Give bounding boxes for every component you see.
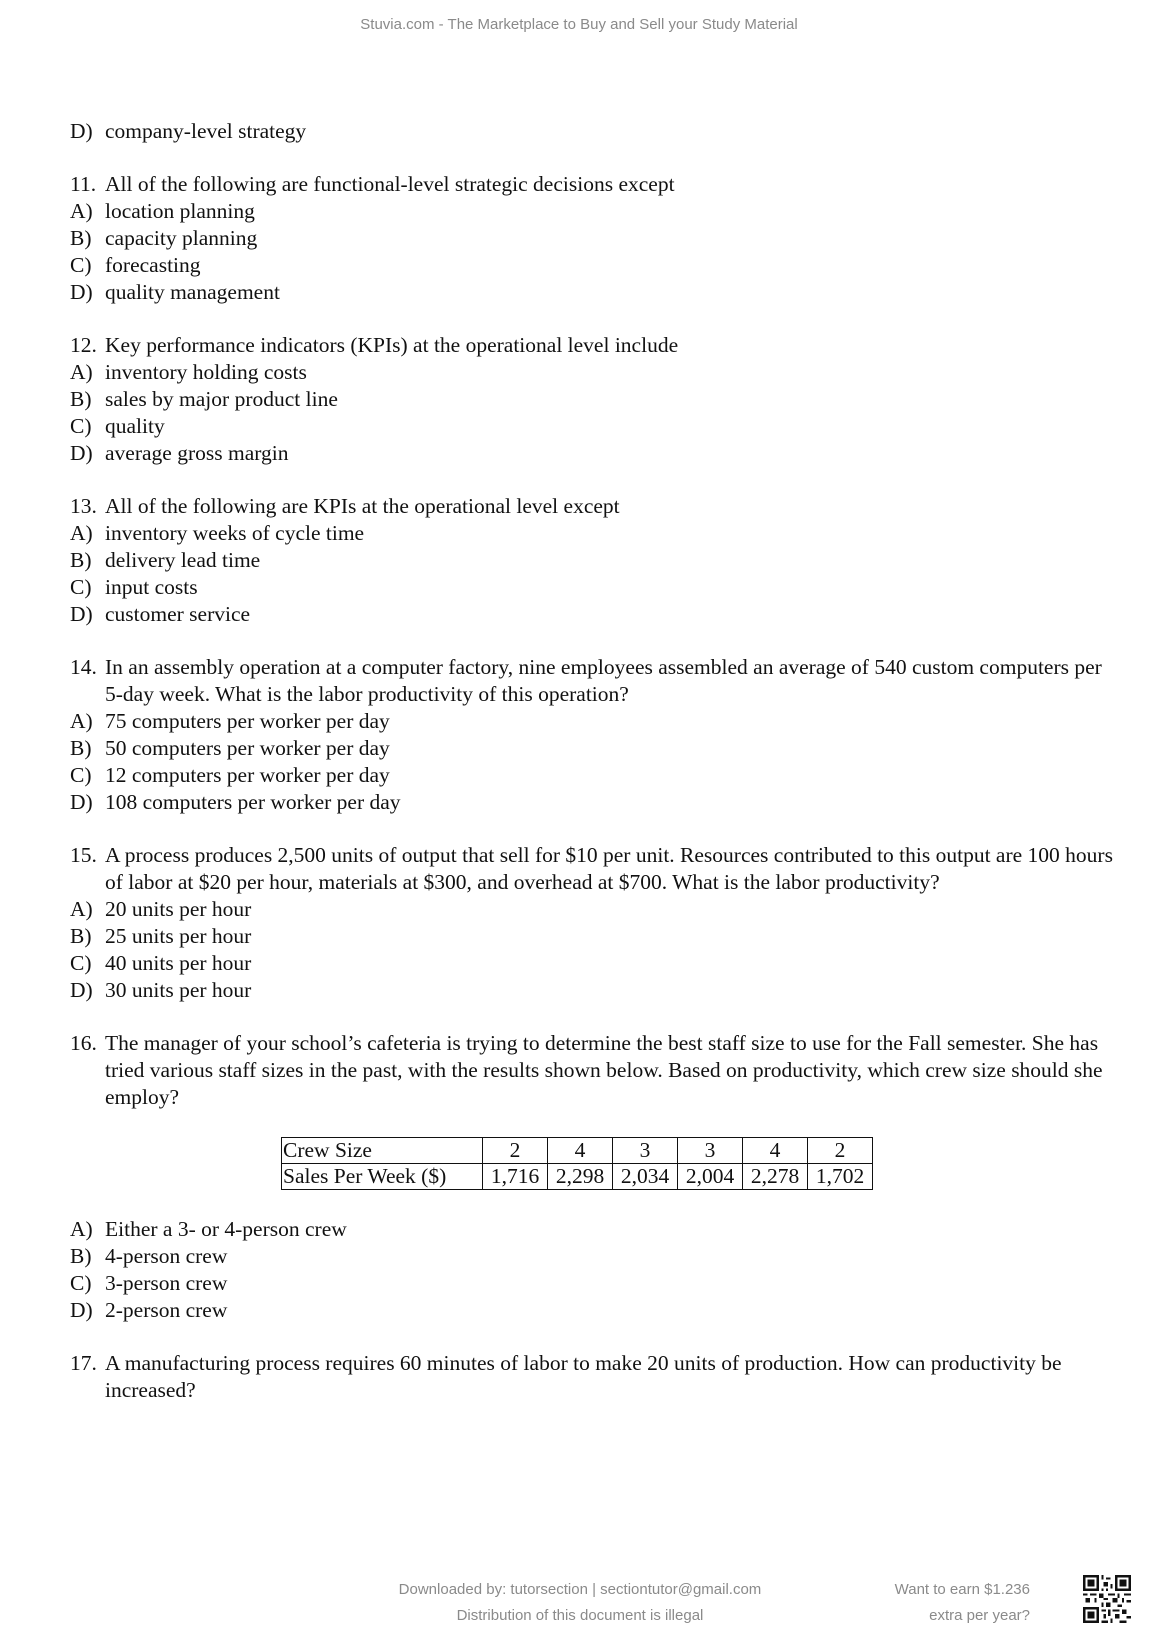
option-c [70, 762, 1120, 789]
option-text: 12 computers per worker per day [105, 763, 390, 787]
option-text: 50 computers per worker per day [105, 736, 390, 760]
table-row-crew-size [282, 1138, 873, 1164]
option-text: location planning [105, 199, 255, 223]
table-cell: 3 [613, 1138, 678, 1164]
option-c [70, 950, 1120, 977]
option-a [70, 896, 1120, 923]
option-label: C) [70, 763, 92, 787]
option-text: 30 units per hour [105, 978, 252, 1002]
question-number: 11. [70, 172, 97, 196]
option-text: quality [105, 414, 165, 438]
page-header: Stuvia.com - The Marketplace to Buy and Sell your Study Material [360, 16, 798, 33]
option-label: C) [70, 414, 92, 438]
option-c [70, 574, 1120, 601]
row-header: Crew Size [282, 1138, 483, 1164]
option-b [70, 225, 1120, 252]
option-text: input costs [105, 575, 198, 599]
question-11 [70, 171, 1120, 306]
option-text: quality management [105, 280, 280, 304]
question-text: A process produces 2,500 units of output that sell for $10 per unit. Resources contributed to this output are 100 hours of labor at $20 per hour, materials at $300, and overhead at $700. What is the labor productivity? [105, 843, 1113, 894]
table-row-sales [282, 1164, 873, 1190]
option-d [70, 1297, 1120, 1324]
table-cell: 2 [808, 1138, 873, 1164]
option-label: B) [70, 736, 92, 760]
table-cell: 3 [678, 1138, 743, 1164]
option-b [70, 547, 1120, 574]
option-text: 75 computers per worker per day [105, 709, 390, 733]
option-text: inventory holding costs [105, 360, 307, 384]
table-cell: 2,034 [613, 1164, 678, 1190]
question-number: 16. [70, 1031, 97, 1055]
option-text: company-level strategy [105, 119, 307, 143]
option-label: A) [70, 1217, 93, 1241]
crew-size-table [281, 1137, 873, 1190]
question-text: All of the following are functional-level strategic decisions except [105, 172, 675, 196]
question-17 [70, 1350, 1120, 1404]
question-13 [70, 493, 1120, 628]
qr-code-icon[interactable] [1083, 1575, 1131, 1623]
option-text: Either a 3- or 4-person crew [105, 1217, 347, 1241]
question-text: All of the following are KPIs at the operational level except [105, 494, 620, 518]
option-d [70, 440, 1120, 467]
option-label: D) [70, 1298, 93, 1322]
option-label: A) [70, 199, 93, 223]
option-a [70, 359, 1120, 386]
option-label: B) [70, 924, 92, 948]
option-label: A) [70, 709, 93, 733]
option-text: 25 units per hour [105, 924, 252, 948]
table-cell: 2,004 [678, 1164, 743, 1190]
option-text: delivery lead time [105, 548, 261, 572]
option-label: B) [70, 548, 92, 572]
option-label: D) [70, 119, 93, 143]
option-label: C) [70, 253, 92, 277]
option-label: D) [70, 790, 93, 814]
question-text: Key performance indicators (KPIs) at the operational level include [105, 333, 679, 357]
table-cell: 1,716 [483, 1164, 548, 1190]
option-b [70, 1243, 1120, 1270]
option-text: average gross margin [105, 441, 289, 465]
question-number: 15. [70, 843, 97, 867]
option-text: 20 units per hour [105, 897, 252, 921]
option-label: B) [70, 387, 92, 411]
option-text: 2-person crew [105, 1298, 228, 1322]
option-text: 3-person crew [105, 1271, 228, 1295]
question-text: In an assembly operation at a computer factory, nine employees assembled an average of 540 custom computers per 5-day week. What is the labor productivity of this operation? [105, 655, 1102, 706]
option-d [70, 279, 1120, 306]
option-label: A) [70, 360, 93, 384]
question-text: The manager of your school’s cafeteria is trying to determine the best staff size to use for the Fall semester. She has tried various staff sizes in the past, with the results shown below. Based on productivity, which crew size should she employ? [105, 1031, 1103, 1109]
option-label: D) [70, 441, 93, 465]
question-14 [70, 654, 1120, 816]
row-header: Sales Per Week ($) [282, 1164, 483, 1190]
option-a [70, 520, 1120, 547]
option-label: B) [70, 1244, 92, 1268]
option-b [70, 735, 1120, 762]
option-c [70, 413, 1120, 440]
table-cell: 2,298 [548, 1164, 613, 1190]
option-text: inventory weeks of cycle time [105, 521, 365, 545]
question-text: A manufacturing process requires 60 minutes of labor to make 20 units of production. How can productivity be increased? [105, 1351, 1062, 1402]
option-label: C) [70, 951, 92, 975]
option-d [70, 977, 1120, 1004]
question-15 [70, 842, 1120, 1004]
option-text: 40 units per hour [105, 951, 252, 975]
question-12 [70, 332, 1120, 467]
document-body [70, 118, 1120, 1404]
question-number: 17. [70, 1351, 97, 1375]
question-number: 13. [70, 494, 97, 518]
option-label: B) [70, 226, 92, 250]
option-text: 4-person crew [105, 1244, 228, 1268]
option-b [70, 923, 1120, 950]
option-label: C) [70, 1271, 92, 1295]
table-cell: 2 [483, 1138, 548, 1164]
question-number: 12. [70, 333, 97, 357]
table-cell: 4 [548, 1138, 613, 1164]
option-a [70, 708, 1120, 735]
option-text: capacity planning [105, 226, 258, 250]
option-label: D) [70, 280, 93, 304]
option-text: sales by major product line [105, 387, 338, 411]
option-text: customer service [105, 602, 251, 626]
question-number: 14. [70, 655, 97, 679]
option-b [70, 386, 1120, 413]
distribution-text: Distribution of this document is illegal [456, 1607, 704, 1624]
option-label: D) [70, 602, 93, 626]
option-d [70, 789, 1120, 816]
download-notice [380, 1577, 780, 1629]
option-d [70, 601, 1120, 628]
earn-text-line2: extra per year? [929, 1607, 1030, 1624]
carryover-option [70, 118, 1120, 145]
option-a [70, 198, 1120, 225]
downloaded-by-text: Downloaded by: tutorsection | sectiontutor@gmail.com [398, 1581, 762, 1598]
option-text: 108 computers per worker per day [105, 790, 401, 814]
option-label: D) [70, 978, 93, 1002]
option-c [70, 1270, 1120, 1297]
option-label: C) [70, 575, 92, 599]
option-c [70, 252, 1120, 279]
table-cell: 2,278 [743, 1164, 808, 1190]
table-cell: 4 [743, 1138, 808, 1164]
option-label: A) [70, 521, 93, 545]
option-text: forecasting [105, 253, 201, 277]
earn-text-line1: Want to earn $1.236 [894, 1581, 1030, 1598]
earn-promo[interactable] [810, 1577, 1030, 1629]
option-a [70, 1216, 1120, 1243]
question-16 [70, 1030, 1120, 1324]
option-label: A) [70, 897, 93, 921]
table-cell: 1,702 [808, 1164, 873, 1190]
